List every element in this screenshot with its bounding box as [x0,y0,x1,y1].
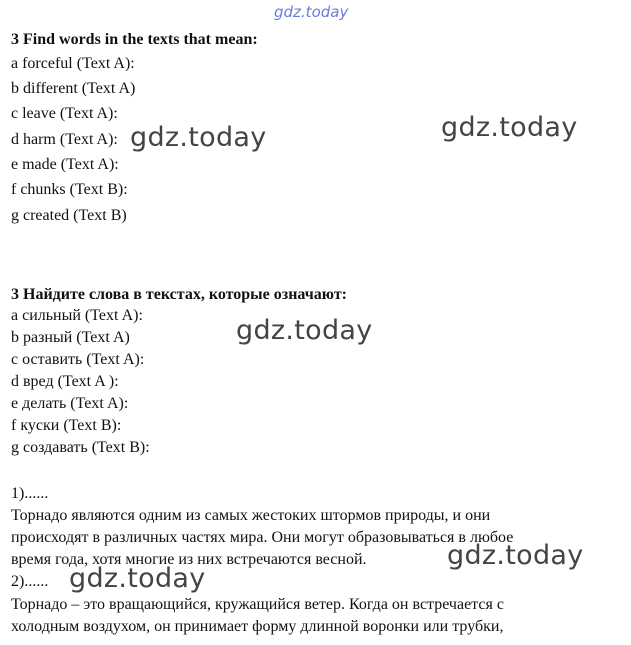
list-item: d harm (Text A): [11,131,118,148]
watermark: gdz.today [441,112,578,143]
answer-line: время года, хотя многие из них встречаются весной. [11,551,367,568]
section-en-heading: 3 Find words in the texts that mean: [11,31,258,48]
list-item: g создавать (Text B): [11,439,150,456]
list-item: b different (Text A) [11,80,136,97]
list-item: a сильный (Text A): [11,307,143,324]
list-item: c leave (Text A): [11,105,118,122]
watermark: gdz.today [69,563,206,594]
watermark: gdz.today [236,315,373,346]
answer-line: происходят в различных частях мира. Они могут образовываться в любое [11,529,514,546]
list-item: d вред (Text A ): [11,373,119,390]
list-item: c оставить (Text A): [11,351,145,368]
list-item: b разный (Text A) [11,329,130,346]
watermark: gdz.today [130,122,267,153]
answer-label-2: 2)...... [11,573,49,590]
list-item: a forceful (Text A): [11,55,135,72]
section-ru-heading: 3 Найдите слова в текстах, которые означают: [11,286,348,303]
list-item: g created (Text B) [11,207,127,224]
answer-line: холодным воздухом, он принимает форму длинной воронки или трубки, [11,618,504,635]
watermark-top: gdz.today [274,3,349,21]
answer-line: Торнадо являются одним из самых жестоких штормов природы, и они [11,507,491,524]
answer-line: Торнадо – это вращающийся, кружащийся ветер. Когда он встречается с [11,596,504,613]
list-item: e made (Text A): [11,156,119,173]
answer-label-1: 1)...... [11,485,49,502]
list-item: f chunks (Text B): [11,181,128,198]
list-item: e делать (Text A): [11,395,129,412]
watermark: gdz.today [447,540,584,571]
list-item: f куски (Text B): [11,417,122,434]
